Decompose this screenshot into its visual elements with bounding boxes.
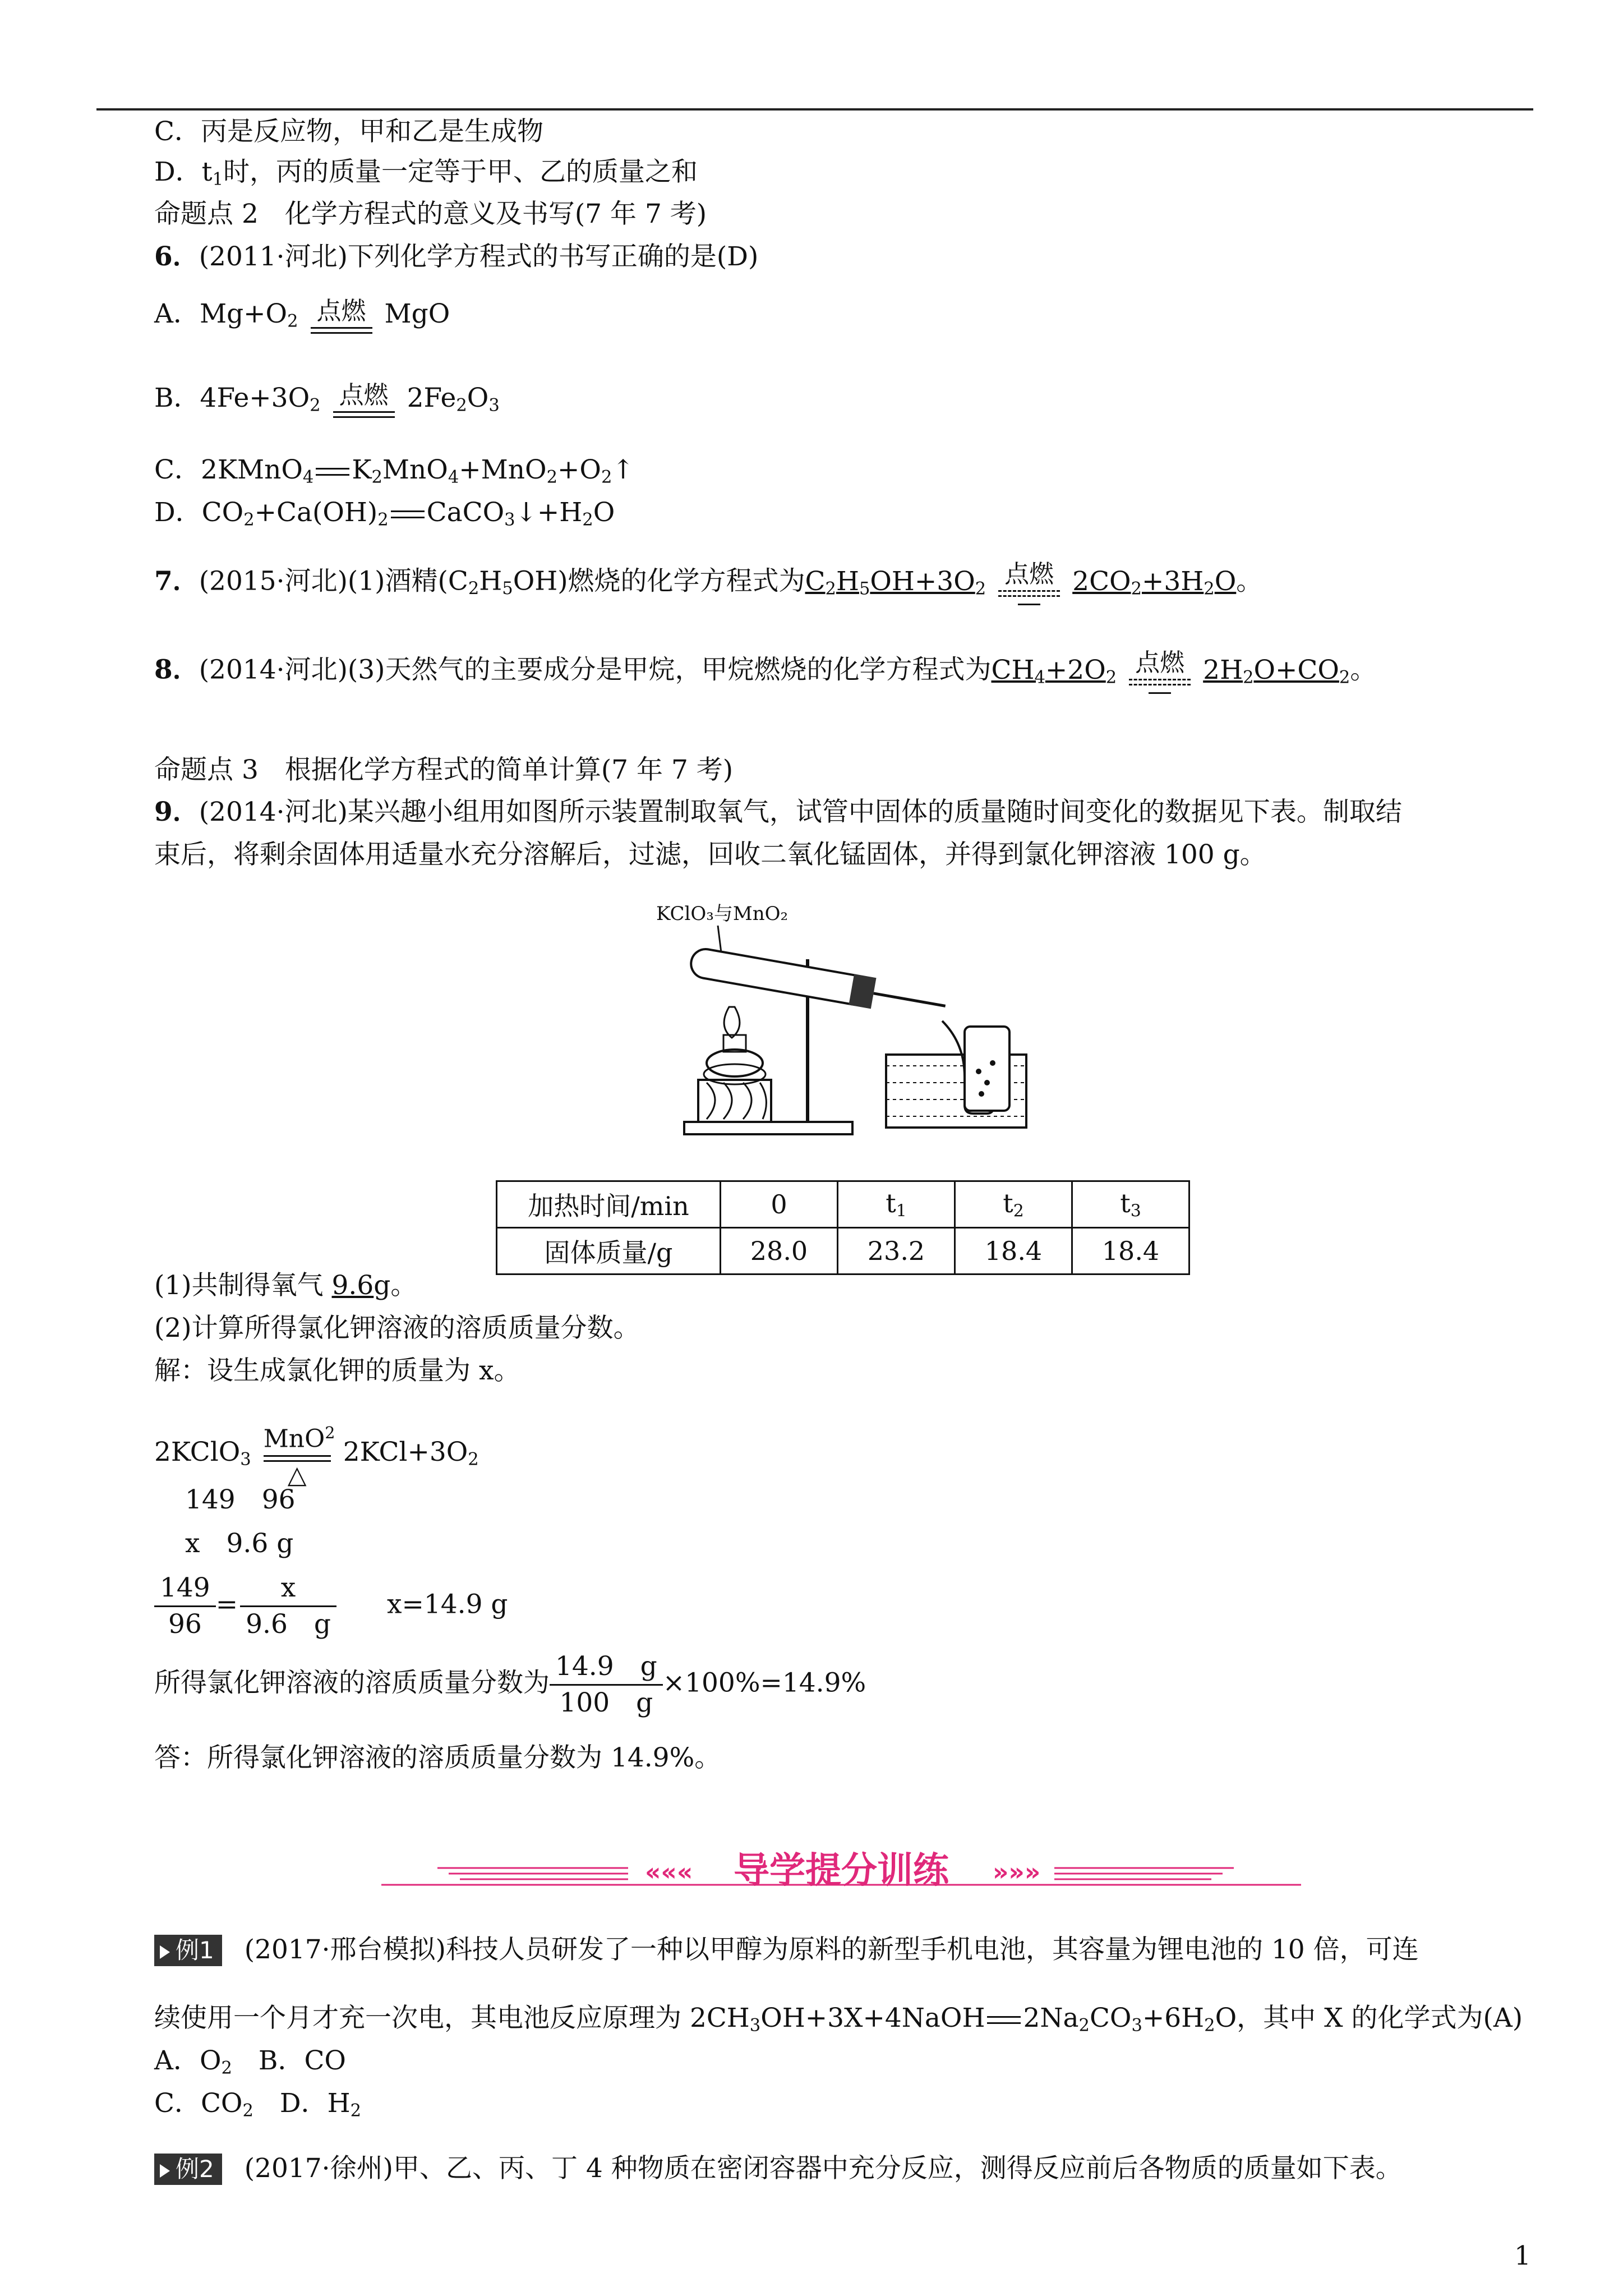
section-banner [381, 1846, 1301, 1902]
topic-point-3: 命题点 3 根据化学方程式的简单计算(7 年 7 考) [154, 754, 734, 785]
ratio-line-1: 149 96 [185, 1484, 296, 1515]
table-row [497, 1228, 1189, 1274]
play-icon [160, 1945, 170, 1959]
table-row [497, 1181, 1189, 1228]
question-9-line2: 束后，将剩余固体用适量水充分溶解后，过滤，回收二氧化锰固体，并得到氯化钾溶液 100 g。 [154, 839, 1266, 870]
example-1-line2: 续使用一个月才充一次电，其电池反应原理为 $2CH_3OH+3X+4NaOH$ $2Na_2CO_3+6H_2O$，其中 X 的化学式为(A) [154, 2003, 1523, 2036]
table-cell: 23.2 [838, 1228, 955, 1274]
mass-fraction-line: 所得氯化钾溶液的溶质质量分数为 $\frac{14.9 g}{100 g}$ ×100%=14.9% [154, 1649, 866, 1720]
table-header-cell: 加热时间/min [497, 1181, 721, 1228]
example-1-options-cd: C．$CO_2$ D．$H_2$ [154, 2088, 362, 2121]
proportion-equation: $\frac{149}{96}$ = $\frac{x}{9.6 g}$ x=14.9 g [154, 1571, 508, 1642]
page-number: 1 [1514, 2240, 1531, 2271]
example-1-line1: 例1 (2017·邢台模拟)科技人员研发了一种以甲醇为原料的新型手机电池，其容量为锂电池的 10 倍，可连 [154, 1933, 1419, 1967]
table-header-cell: $t_3$ [1072, 1181, 1189, 1228]
heating-data-table [496, 1180, 1190, 1275]
table-cell: 28.0 [721, 1228, 838, 1274]
ratio-line-2: x 9.6 g [185, 1528, 294, 1559]
reaction-equation: 2KClO$_3$ MnO$^2$ △ $2KCl+3O_2$ [154, 1423, 479, 1489]
q6-option-a: A．$Mg+O_2$ 点燃 MgO [154, 297, 450, 339]
question-7: 7．(2015·河北)(1)酒精$(C_2H_5OH)$燃烧的化学方程式为$C_2H_5OH+3O_2$ 点燃 $2CO_2+3H_2O$。 [154, 561, 1262, 606]
example-1-tag: 例1 [154, 1935, 222, 1966]
q6-option-d: D．$CO_2+Ca(OH)_2$ $CaCO_3↓+H_2O$ [154, 497, 615, 530]
diagram-label: KClO₃与MnO₂ [656, 903, 789, 925]
table-header-cell: $t_1$ [838, 1181, 955, 1228]
example-2: 例2 (2017·徐州)甲、乙、丙、丁 4 种物质在密闭容器中充分反应，测得反应前后各物质的质量如下表。 [154, 2152, 1402, 2185]
answer-2-prompt: (2)计算所得氯化钾溶液的溶质质量分数。 [154, 1313, 640, 1343]
table-cell: 18.4 [955, 1228, 1072, 1274]
svg-text:»»»: »»» [993, 1858, 1041, 1887]
table-header-cell: 0 [721, 1181, 838, 1228]
oxygen-apparatus-diagram [651, 892, 1032, 1144]
play-icon [160, 2164, 170, 2178]
question-8: 8．(2014·河北)(3)天然气的主要成分是甲烷，甲烷燃烧的化学方程式为$CH_4+2O_2$ 点燃 $2H_2O+CO_2$。 [154, 650, 1376, 694]
answer-1: (1)共制得氧气 9.6g。 [154, 1270, 417, 1301]
q6-option-c: C．2KMnO$_4$ $K_2MnO_4+MnO_2+O_2↑$ [154, 454, 634, 487]
svg-text:«««: ««« [645, 1858, 693, 1887]
solution-intro: 解：设生成氯化钾的质量为 x。 [154, 1355, 520, 1386]
banner-title: 导学提分训练 [734, 1850, 949, 1892]
q6-option-b: B．$4Fe+3O_2$ 点燃 $2Fe_2O_3$ [154, 381, 500, 423]
table-cell: 固体质量/g [497, 1228, 721, 1274]
option-c: C．丙是反应物，甲和乙是生成物 [154, 116, 543, 147]
question-6: 6．(2011·河北)下列化学方程式的书写正确的是(D) [154, 241, 759, 272]
table-cell: 18.4 [1072, 1228, 1189, 1274]
topic-point-2: 命题点 2 化学方程式的意义及书写(7 年 7 考) [154, 199, 707, 229]
example-2-tag: 例2 [154, 2154, 222, 2185]
example-1-options-ab: A．$O_2$ B．CO [154, 2045, 346, 2078]
table-header-cell: $t_2$ [955, 1181, 1072, 1228]
header-rule [96, 108, 1533, 111]
final-answer: 答：所得氯化钾溶液的溶质质量分数为 14.9%。 [154, 1742, 721, 1773]
option-d: D．$t_1$时，丙的质量一定等于甲、乙的质量之和 [154, 157, 698, 190]
question-9-line1: 9．(2014·河北)某兴趣小组用如图所示装置制取氧气，试管中固体的质量随时间变化的数据见下表。制取结 [154, 797, 1402, 827]
